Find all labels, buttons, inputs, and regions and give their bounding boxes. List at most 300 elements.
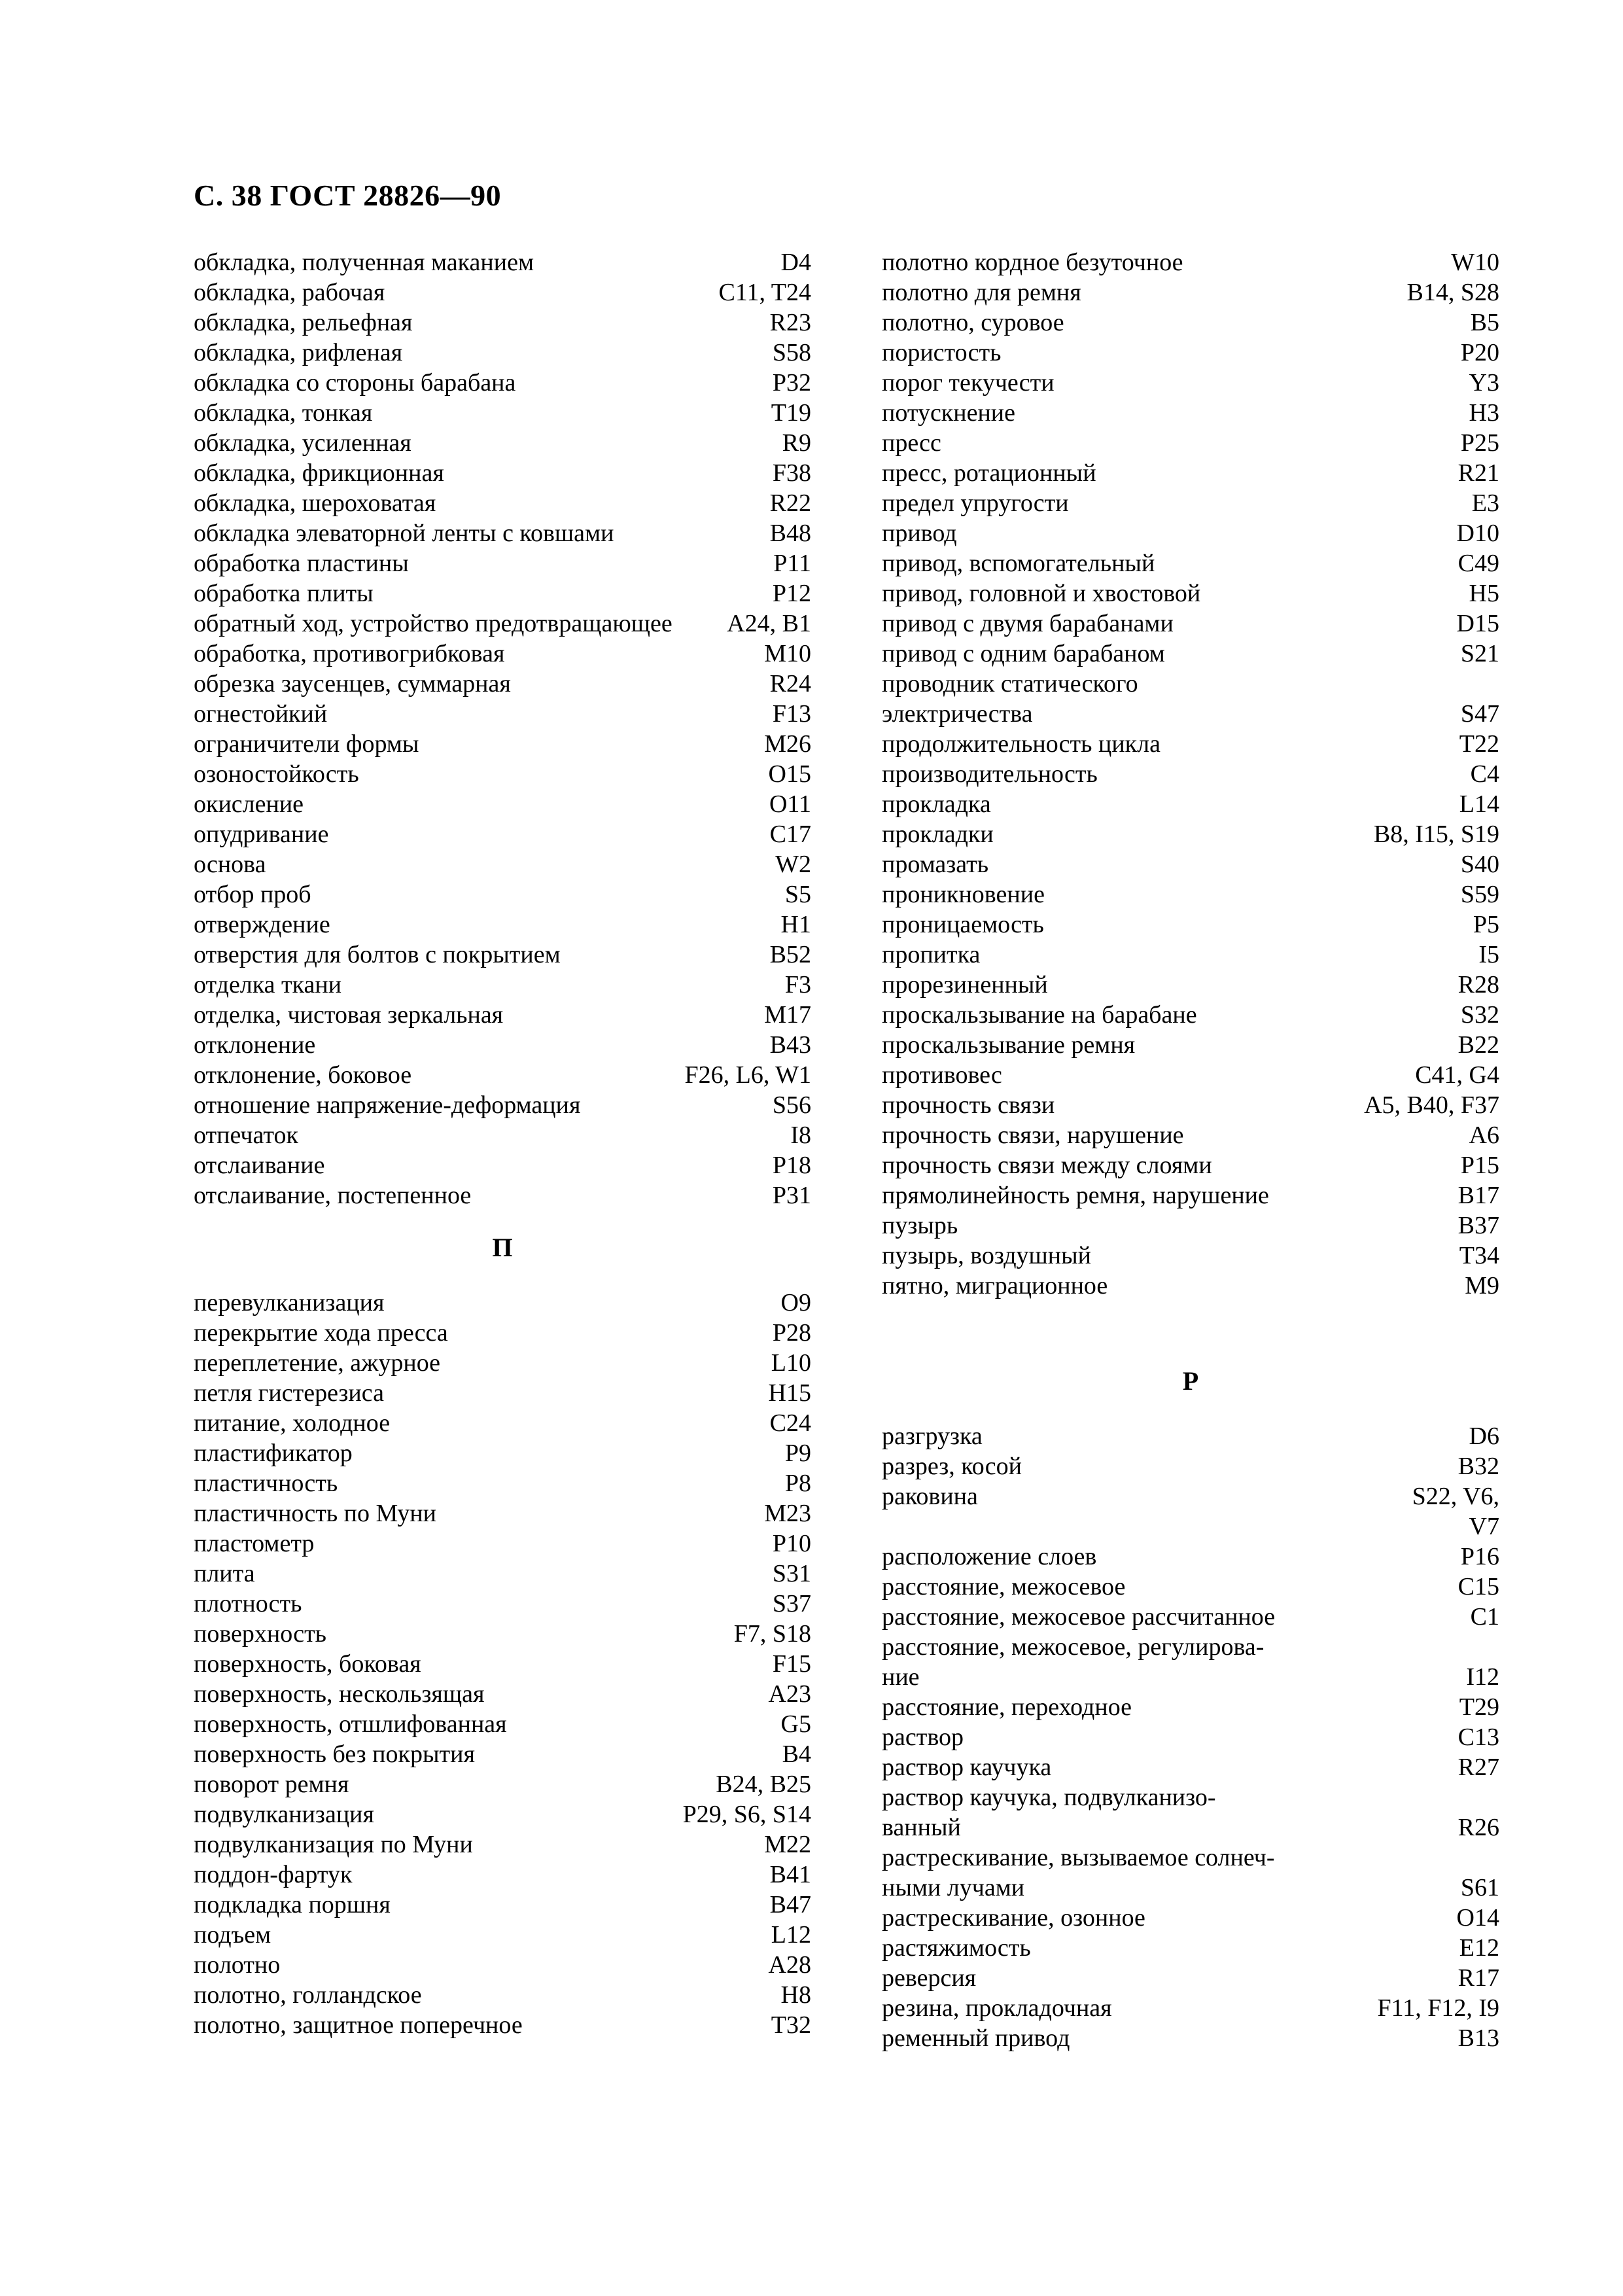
index-entry bbox=[194, 849, 811, 879]
index-term: полотно кордное безуточное bbox=[882, 249, 1183, 276]
index-entry bbox=[882, 518, 1499, 548]
index-entry bbox=[882, 639, 1499, 669]
index-term: поддон-фартук bbox=[194, 1861, 353, 1888]
index-entry bbox=[882, 1030, 1499, 1060]
index-code: C11, T24 bbox=[718, 279, 811, 306]
index-code: O15 bbox=[768, 760, 811, 788]
index-term: отбор проб bbox=[194, 881, 311, 908]
index-code: R21 bbox=[1457, 459, 1499, 487]
index-entry bbox=[882, 1542, 1499, 1572]
index-entry bbox=[882, 247, 1499, 277]
index-term: отверстия для болтов с покрытием bbox=[194, 941, 561, 968]
index-code: B22 bbox=[1457, 1031, 1499, 1059]
index-code: R23 bbox=[769, 309, 811, 336]
index-entry bbox=[882, 1000, 1499, 1030]
index-code: H15 bbox=[768, 1379, 811, 1407]
index-code: O11 bbox=[769, 790, 811, 818]
index-code: B8, I15, S19 bbox=[1373, 821, 1499, 848]
index-term: отверждение bbox=[194, 911, 330, 938]
index-code: D6 bbox=[1469, 1422, 1499, 1450]
index-entry bbox=[882, 1120, 1499, 1150]
index-code: L12 bbox=[771, 1921, 811, 1949]
index-term: обкладка, рельефная bbox=[194, 309, 413, 336]
index-code: Y3 bbox=[1469, 369, 1499, 397]
index-code: M10 bbox=[764, 640, 811, 667]
index-code: P25 bbox=[1460, 429, 1499, 457]
index-code: R28 bbox=[1457, 971, 1499, 998]
index-entry bbox=[882, 879, 1499, 910]
index-term: поверхность, нескользящая bbox=[194, 1680, 485, 1708]
index-code: F38 bbox=[772, 459, 811, 487]
index-term: прочность связи bbox=[882, 1091, 1055, 1119]
index-entry bbox=[194, 368, 811, 398]
index-term: отклонение, боковое bbox=[194, 1061, 412, 1089]
index-entry bbox=[882, 940, 1499, 970]
index-code: B37 bbox=[1457, 1212, 1499, 1239]
index-code: S40 bbox=[1460, 851, 1499, 878]
index-term: основа bbox=[194, 851, 266, 878]
index-entry bbox=[194, 1739, 811, 1769]
index-code: B4 bbox=[782, 1740, 811, 1768]
index-entry bbox=[882, 1060, 1499, 1090]
index-term: обработка плиты bbox=[194, 580, 374, 607]
index-entry bbox=[194, 277, 811, 308]
index-term: расстояние, межосевое рассчитанное bbox=[882, 1603, 1276, 1631]
index-code: D4 bbox=[780, 249, 811, 276]
index-code: P9 bbox=[784, 1439, 811, 1467]
index-term: разрез, косой bbox=[882, 1453, 1022, 1480]
index-entry bbox=[882, 548, 1499, 578]
index-code: A23 bbox=[768, 1680, 811, 1708]
index-entry bbox=[194, 1120, 811, 1150]
index-code: I12 bbox=[1466, 1663, 1499, 1691]
index-term: проводник статического электричества bbox=[882, 670, 1138, 728]
index-code: B14, S28 bbox=[1406, 279, 1499, 306]
index-entry bbox=[194, 1769, 811, 1799]
index-term: прочность связи, нарушение bbox=[882, 1122, 1184, 1149]
index-entry bbox=[194, 2010, 811, 2040]
index-term: озоностойкость bbox=[194, 760, 359, 788]
index-entry bbox=[194, 398, 811, 428]
index-code: S32 bbox=[1460, 1001, 1499, 1029]
index-term: прямолинейность ремня, нарушение bbox=[882, 1182, 1269, 1209]
index-code: P16 bbox=[1460, 1543, 1499, 1570]
index-term: полотно bbox=[194, 1951, 281, 1979]
index-term: подвулканизация bbox=[194, 1801, 374, 1828]
index-entry bbox=[882, 1180, 1499, 1210]
index-term: пятно, миграционное bbox=[882, 1272, 1108, 1299]
entries-o bbox=[194, 247, 811, 1210]
index-term: отделка, чистовая зеркальная bbox=[194, 1001, 504, 1029]
index-code: R24 bbox=[769, 670, 811, 698]
index-code: P32 bbox=[772, 369, 811, 397]
index-entry bbox=[194, 488, 811, 518]
index-entry bbox=[882, 428, 1499, 458]
index-entry bbox=[194, 428, 811, 458]
index-entry bbox=[882, 1241, 1499, 1271]
index-term: противовес bbox=[882, 1061, 1002, 1089]
index-code: T34 bbox=[1459, 1242, 1499, 1269]
index-term: привод с двумя барабанами bbox=[882, 610, 1174, 637]
index-term: подъем bbox=[194, 1921, 271, 1949]
index-code: S5 bbox=[784, 881, 811, 908]
index-term: отделка ткани bbox=[194, 971, 342, 998]
index-term: обратный ход, устройство предотвращающее bbox=[194, 610, 672, 637]
index-entry bbox=[882, 488, 1499, 518]
index-entry bbox=[194, 1030, 811, 1060]
index-term: привод, головной и хвостовой bbox=[882, 580, 1201, 607]
index-entry bbox=[882, 1602, 1499, 1632]
index-entry bbox=[882, 1933, 1499, 1963]
index-entry bbox=[194, 910, 811, 940]
right-column bbox=[882, 247, 1499, 2053]
entries-p bbox=[194, 1288, 811, 2040]
index-term: перевулканизация bbox=[194, 1289, 385, 1316]
index-term: пластичность bbox=[194, 1470, 338, 1497]
index-entry bbox=[194, 699, 811, 729]
index-entry bbox=[194, 789, 811, 819]
index-entry bbox=[194, 1950, 811, 1980]
index-entry bbox=[194, 247, 811, 277]
index-entry bbox=[882, 759, 1499, 789]
index-code: C1 bbox=[1470, 1603, 1499, 1631]
index-code: P5 bbox=[1473, 911, 1499, 938]
index-term: пузырь, воздушный bbox=[882, 1242, 1092, 1269]
index-code: S22, V6, V7 bbox=[1412, 1483, 1499, 1540]
entries-p-continued bbox=[882, 247, 1499, 1301]
index-entry bbox=[882, 2023, 1499, 2053]
index-code: D15 bbox=[1456, 610, 1499, 637]
index-entry bbox=[194, 1318, 811, 1348]
index-term: реверсия bbox=[882, 1964, 977, 1992]
index-term: обкладка, полученная маканием bbox=[194, 249, 534, 276]
index-code: B32 bbox=[1457, 1453, 1499, 1480]
index-code: S47 bbox=[1460, 700, 1499, 728]
index-entry bbox=[882, 970, 1499, 1000]
index-entry bbox=[882, 669, 1499, 729]
index-code: I8 bbox=[790, 1122, 811, 1149]
index-term: обкладка, фрикционная bbox=[194, 459, 444, 487]
index-entry bbox=[882, 1903, 1499, 1933]
index-term: пластификатор bbox=[194, 1439, 353, 1467]
index-code: I5 bbox=[1478, 941, 1499, 968]
index-code: F3 bbox=[784, 971, 811, 998]
index-entry bbox=[194, 639, 811, 669]
index-entry bbox=[194, 1799, 811, 1829]
index-code: S61 bbox=[1460, 1874, 1499, 1901]
index-term: проскальзывание ремня bbox=[882, 1031, 1136, 1059]
index-term: поверхность bbox=[194, 1620, 327, 1648]
index-code: O9 bbox=[780, 1289, 811, 1316]
index-term: производительность bbox=[882, 760, 1098, 788]
index-term: пресс, ротационный bbox=[882, 459, 1096, 487]
index-entry bbox=[882, 368, 1499, 398]
index-code: R22 bbox=[769, 489, 811, 517]
index-code: T32 bbox=[771, 2011, 811, 2039]
section-letter-p: П bbox=[492, 1233, 513, 1262]
index-code: B43 bbox=[769, 1031, 811, 1059]
index-entry bbox=[882, 609, 1499, 639]
index-code: A28 bbox=[768, 1951, 811, 1979]
index-term: проникновение bbox=[882, 881, 1045, 908]
index-entry bbox=[882, 1752, 1499, 1782]
index-code: T19 bbox=[771, 399, 811, 427]
index-code: P31 bbox=[772, 1182, 811, 1209]
index-entry bbox=[194, 518, 811, 548]
index-code: F7, S18 bbox=[733, 1620, 811, 1648]
index-entry bbox=[882, 910, 1499, 940]
index-term: полотно, суровое bbox=[882, 309, 1064, 336]
index-code: C17 bbox=[769, 821, 811, 848]
index-entry bbox=[194, 1589, 811, 1619]
index-entry bbox=[194, 548, 811, 578]
index-term: плотность bbox=[194, 1590, 302, 1617]
page-header: С. 38 ГОСТ 28826—90 bbox=[194, 179, 502, 212]
index-entry bbox=[194, 940, 811, 970]
index-code: B47 bbox=[769, 1891, 811, 1918]
index-code: B24, B25 bbox=[716, 1771, 811, 1798]
index-entry bbox=[194, 1860, 811, 1890]
index-code: P29, S6, S14 bbox=[682, 1801, 811, 1828]
index-term: полотно для ремня bbox=[882, 279, 1081, 306]
index-code: P28 bbox=[772, 1319, 811, 1347]
index-term: полотно, защитное поперечное bbox=[194, 2011, 523, 2039]
index-code: C49 bbox=[1457, 550, 1499, 577]
index-entry bbox=[882, 1632, 1499, 1692]
index-term: продолжительность цикла bbox=[882, 730, 1161, 758]
index-entry bbox=[882, 1572, 1499, 1602]
index-entry bbox=[882, 1210, 1499, 1241]
index-code: P18 bbox=[772, 1152, 811, 1179]
index-term: опудривание bbox=[194, 821, 329, 848]
index-term: привод, вспомогательный bbox=[882, 550, 1155, 577]
index-entry bbox=[194, 1180, 811, 1210]
index-entry bbox=[194, 458, 811, 488]
index-entry bbox=[194, 1378, 811, 1408]
index-code: B13 bbox=[1457, 2024, 1499, 2052]
index-code: G5 bbox=[780, 1710, 811, 1738]
index-code: T29 bbox=[1459, 1693, 1499, 1721]
index-entry bbox=[882, 458, 1499, 488]
index-entry bbox=[194, 1559, 811, 1589]
index-code: S56 bbox=[772, 1091, 811, 1119]
index-term: петля гистерезиса bbox=[194, 1379, 384, 1407]
index-entry bbox=[194, 1150, 811, 1180]
index-entry bbox=[882, 849, 1499, 879]
index-term: пузырь bbox=[882, 1212, 958, 1239]
index-term: порог текучести bbox=[882, 369, 1055, 397]
index-term: прокладки bbox=[882, 821, 994, 848]
index-entry bbox=[194, 338, 811, 368]
index-code: R9 bbox=[782, 429, 811, 457]
index-term: обкладка, рифленая bbox=[194, 339, 403, 366]
index-entry bbox=[194, 1438, 811, 1468]
index-term: обкладка, шероховатая bbox=[194, 489, 436, 517]
index-entry bbox=[194, 729, 811, 759]
index-term: поверхность, боковая bbox=[194, 1650, 421, 1678]
index-term: прочность связи между слоями bbox=[882, 1152, 1212, 1179]
index-entry bbox=[194, 759, 811, 789]
index-term: отношение напряжение-деформация bbox=[194, 1091, 581, 1119]
index-term: резина, прокладочная bbox=[882, 1994, 1112, 2022]
index-entry bbox=[882, 729, 1499, 759]
index-code: F11, F12, I9 bbox=[1377, 1994, 1499, 2022]
index-term: растрескивание, вызываемое солнеч- ными лучами bbox=[882, 1844, 1275, 1901]
index-term: растяжимость bbox=[882, 1934, 1031, 1962]
index-code: O14 bbox=[1456, 1904, 1499, 1932]
index-entry bbox=[194, 669, 811, 699]
index-code: W10 bbox=[1451, 249, 1499, 276]
index-entry bbox=[194, 1829, 811, 1860]
index-code: B5 bbox=[1470, 309, 1499, 336]
index-code: A24, B1 bbox=[727, 610, 811, 637]
index-term: поверхность без покрытия bbox=[194, 1740, 475, 1768]
index-entry bbox=[882, 1692, 1499, 1722]
index-code: B41 bbox=[769, 1861, 811, 1888]
index-entry bbox=[194, 970, 811, 1000]
index-term: пластометр bbox=[194, 1530, 315, 1557]
index-entry bbox=[882, 1271, 1499, 1301]
index-term: переплетение, ажурное bbox=[194, 1349, 441, 1377]
index-code: S59 bbox=[1460, 881, 1499, 908]
index-code: F26, L6, W1 bbox=[684, 1061, 811, 1089]
index-term: ременный привод bbox=[882, 2024, 1070, 2052]
index-term: прорезиненный bbox=[882, 971, 1048, 998]
index-entry bbox=[194, 308, 811, 338]
index-entry bbox=[194, 879, 811, 910]
index-term: подкладка поршня bbox=[194, 1891, 391, 1918]
index-term: разгрузка bbox=[882, 1422, 983, 1450]
index-entry bbox=[882, 338, 1499, 368]
index-code: P12 bbox=[772, 580, 811, 607]
index-entry bbox=[194, 1348, 811, 1378]
index-code: M22 bbox=[764, 1831, 811, 1858]
index-entry bbox=[194, 1709, 811, 1739]
section-letter-r: Р bbox=[1182, 1366, 1199, 1396]
index-code: B17 bbox=[1457, 1182, 1499, 1209]
index-entry bbox=[882, 308, 1499, 338]
index-entry bbox=[194, 1679, 811, 1709]
index-entry bbox=[882, 1421, 1499, 1451]
index-term: расстояние, межосевое, регулирова- ние bbox=[882, 1633, 1265, 1691]
index-entry bbox=[882, 789, 1499, 819]
index-entry bbox=[194, 1498, 811, 1528]
index-term: проскальзывание на барабане bbox=[882, 1001, 1197, 1029]
index-term: обкладка, тонкая bbox=[194, 399, 373, 427]
index-code: B48 bbox=[769, 520, 811, 547]
index-term: проницаемость bbox=[882, 911, 1044, 938]
index-code: A5, B40, F37 bbox=[1364, 1091, 1499, 1119]
index-code: D10 bbox=[1456, 520, 1499, 547]
entries-r bbox=[882, 1421, 1499, 2053]
index-term: растрескивание, озонное bbox=[882, 1904, 1145, 1932]
index-term: потускнение bbox=[882, 399, 1016, 427]
index-code: R26 bbox=[1457, 1814, 1499, 1841]
index-code: E12 bbox=[1459, 1934, 1499, 1962]
index-code: M26 bbox=[764, 730, 811, 758]
index-term: раствор каучука, подвулканизо- ванный bbox=[882, 1784, 1216, 1841]
index-code: R17 bbox=[1457, 1964, 1499, 1992]
index-term: отслаивание bbox=[194, 1152, 325, 1179]
index-term: промазать bbox=[882, 851, 989, 878]
index-term: обработка, противогрибковая bbox=[194, 640, 505, 667]
index-entry bbox=[882, 1782, 1499, 1843]
index-term: огнестойкий bbox=[194, 700, 328, 728]
index-term: отслаивание, постепенное bbox=[194, 1182, 472, 1209]
index-entry bbox=[882, 1451, 1499, 1481]
index-entry bbox=[882, 1963, 1499, 1993]
index-term: пористость bbox=[882, 339, 1002, 366]
index-entry bbox=[194, 1288, 811, 1318]
index-term: привод bbox=[882, 520, 957, 547]
index-entry bbox=[882, 1150, 1499, 1180]
index-code: S21 bbox=[1460, 640, 1499, 667]
index-code: C15 bbox=[1457, 1573, 1499, 1600]
index-term: отпечаток bbox=[194, 1122, 298, 1149]
index-term: пластичность по Муни bbox=[194, 1500, 437, 1527]
index-term: обрезка заусенцев, суммарная bbox=[194, 670, 511, 698]
index-entry bbox=[194, 1000, 811, 1030]
index-entry bbox=[194, 1468, 811, 1498]
index-code: A6 bbox=[1469, 1122, 1499, 1149]
index-code: P10 bbox=[772, 1530, 811, 1557]
index-term: прокладка bbox=[882, 790, 991, 818]
index-term: раствор каучука bbox=[882, 1754, 1052, 1781]
index-term: обкладка со стороны барабана bbox=[194, 369, 516, 397]
index-code: S37 bbox=[772, 1590, 811, 1617]
index-entry bbox=[194, 1920, 811, 1950]
index-term: поверхность, отшлифованная bbox=[194, 1710, 507, 1738]
index-entry bbox=[194, 1060, 811, 1090]
index-code: C13 bbox=[1457, 1723, 1499, 1751]
index-term: ограничители формы bbox=[194, 730, 419, 758]
index-term: полотно, голландское bbox=[194, 1981, 422, 2009]
index-term: обкладка, рабочая bbox=[194, 279, 385, 306]
index-code: E3 bbox=[1471, 489, 1499, 517]
index-term: питание, холодное bbox=[194, 1409, 391, 1437]
index-entry bbox=[194, 1090, 811, 1120]
index-code: S31 bbox=[772, 1560, 811, 1587]
index-entry bbox=[882, 578, 1499, 609]
index-term: пресс bbox=[882, 429, 941, 457]
index-entry bbox=[882, 1090, 1499, 1120]
index-entry bbox=[194, 1980, 811, 2010]
index-term: перекрытие хода пресса bbox=[194, 1319, 448, 1347]
index-entry bbox=[194, 1890, 811, 1920]
index-entry bbox=[194, 1619, 811, 1649]
index-entry bbox=[882, 1843, 1499, 1903]
index-entry bbox=[882, 1993, 1499, 2023]
index-entry bbox=[194, 1528, 811, 1559]
index-code: W2 bbox=[775, 851, 811, 878]
index-code: F15 bbox=[772, 1650, 811, 1678]
index-code: H8 bbox=[780, 1981, 811, 2009]
index-term: расположение слоев bbox=[882, 1543, 1097, 1570]
index-code: H3 bbox=[1469, 399, 1499, 427]
index-term: расстояние, межосевое bbox=[882, 1573, 1126, 1600]
index-term: предел упругости bbox=[882, 489, 1069, 517]
index-entry bbox=[882, 277, 1499, 308]
index-term: привод с одним барабаном bbox=[882, 640, 1165, 667]
index-code: T22 bbox=[1459, 730, 1499, 758]
index-code: R27 bbox=[1457, 1754, 1499, 1781]
index-code: P20 bbox=[1460, 339, 1499, 366]
index-code: M23 bbox=[764, 1500, 811, 1527]
index-term: расстояние, переходное bbox=[882, 1693, 1132, 1721]
index-code: H5 bbox=[1469, 580, 1499, 607]
index-code: P15 bbox=[1460, 1152, 1499, 1179]
index-code: M17 bbox=[764, 1001, 811, 1029]
